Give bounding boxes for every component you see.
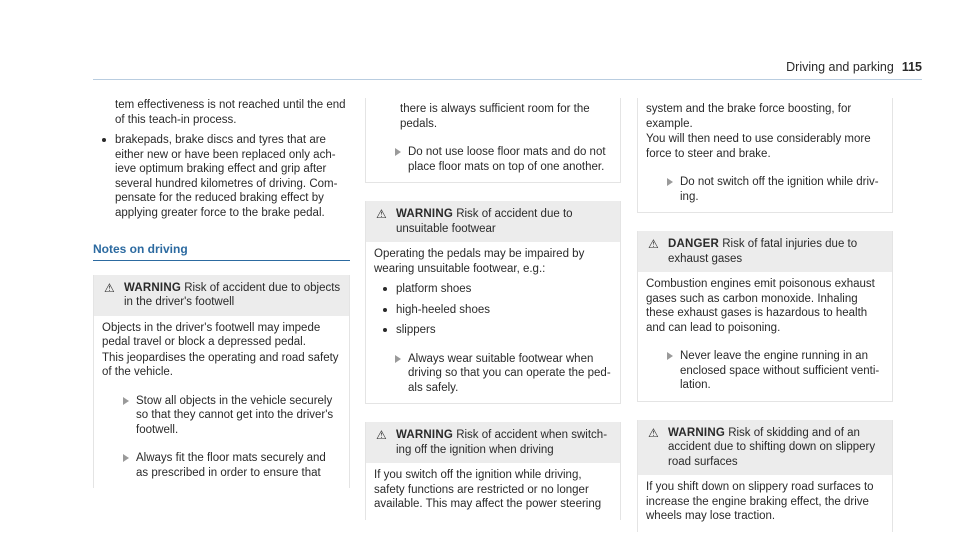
action-step: Always wear suitable footwear when driving so that you can operate the pedals safely.: [374, 352, 612, 396]
warning-header: [366, 201, 620, 242]
action-arrow-icon: [123, 397, 129, 405]
page-number: 115: [901, 60, 922, 74]
warning-title: Risk of skidding and of an accident due to shifting down on slippery road surfaces: [668, 426, 876, 468]
action-step: Always fit the floor mats securely and as prescribed in order to ensure that: [102, 451, 341, 480]
action-arrow-icon: [667, 178, 673, 186]
continued-text: there is always sufficient room for the pedals.: [400, 103, 590, 130]
list-item: slippers: [374, 323, 612, 338]
warning-body: [638, 475, 892, 532]
warning-title: Risk of accident due to unsuitable footwear: [396, 208, 573, 235]
continued-text: You will then need to use considerably more force to steer and brake.: [646, 133, 871, 160]
warning-keyword: WARNING: [396, 208, 453, 220]
warning-text: Operating the pedals may be impaired by wearing unsuitable footwear, e.g.:: [374, 248, 585, 275]
warning-title: Risk of accident when switching off the ignition when driving: [396, 429, 608, 456]
warning-keyword: WARNING: [396, 429, 453, 441]
column-2: [365, 98, 621, 520]
warning-triangle-icon: ⚠: [376, 207, 387, 221]
danger-header: [638, 231, 892, 272]
warning-header: [638, 420, 892, 476]
column-1: [93, 98, 350, 488]
warning-header: [94, 275, 349, 316]
warning-text: If you shift down on slippery road surfaces to increase the engine braking effect, the drive wheels may lose traction.: [646, 481, 874, 522]
running-head: [786, 60, 922, 75]
action-step: Stow all objects in the vehicle securely so that they cannot get into the driver's footwell.: [102, 394, 341, 438]
action-arrow-icon: [395, 355, 401, 363]
warning-box: [365, 422, 621, 520]
action-arrow-icon: [395, 148, 401, 156]
warning-triangle-icon: ⚠: [648, 237, 659, 251]
section-title: Notes on driving: [93, 242, 350, 261]
continued-text: system and the brake force boosting, for example.: [646, 103, 852, 130]
warning-text: This jeopardises the operating and road safety of the vehicle.: [102, 351, 339, 378]
warning-box: [365, 201, 621, 404]
action-arrow-icon: [667, 352, 673, 360]
warning-header: [366, 422, 620, 463]
action-step: Do not use loose floor mats and do not place floor mats on top of one another.: [374, 145, 612, 174]
warning-body: [366, 463, 620, 520]
warning-body: [94, 316, 349, 489]
warning-box-continued: [365, 98, 621, 183]
continued-text: tem effectiveness is not reached until the end of this teach-in process.: [115, 99, 346, 126]
list-item: brakepads, brake discs and tyres that are either new or have been replaced only achieve optimum braking effect and grip after several hundred kilometres of driving. Compensate for the reduced braking effect by applying greater force to the brake pedal.: [93, 133, 350, 220]
action-step: Do not switch off the ignition while driving.: [646, 175, 884, 204]
warning-box-continued: [637, 98, 893, 213]
column-3: [637, 98, 893, 532]
warning-triangle-icon: ⚠: [648, 425, 659, 440]
section-name: Driving and parking: [786, 60, 894, 74]
header-rule: [93, 79, 922, 80]
list-item: platform shoes: [374, 282, 612, 297]
list-item: high-heeled shoes: [374, 303, 612, 318]
action-arrow-icon: [123, 454, 129, 462]
warning-box: [93, 275, 350, 489]
warning-text: If you switch off the ignition while driving, safety functions are restricted or no longer available. This may affect the power steering: [374, 469, 602, 510]
danger-text: Combustion engines emit poisonous exhaust gases such as carbon monoxide. Inhaling these exhaust gases is hazardous to health and can lead to poisoning.: [646, 278, 875, 334]
warning-body: [366, 242, 620, 403]
danger-box: [637, 231, 893, 402]
danger-keyword: DANGER: [668, 238, 720, 250]
warning-triangle-icon: ⚠: [376, 428, 387, 442]
warning-text: Objects in the driver's footwell may impede pedal travel or block a depressed pedal.: [102, 321, 321, 348]
danger-body: [638, 272, 892, 401]
warning-box: [637, 420, 893, 532]
warning-title: Risk of accident due to objects in the driver's footwell: [124, 281, 341, 308]
warning-keyword: WARNING: [668, 426, 725, 439]
warning-triangle-icon: ⚠: [104, 280, 115, 295]
action-step: Never leave the engine running in an enclosed space without sufficient ventilation.: [646, 349, 884, 393]
warning-keyword: WARNING: [124, 281, 181, 294]
danger-title: Risk of fatal injuries due to exhaust gases: [668, 238, 858, 265]
